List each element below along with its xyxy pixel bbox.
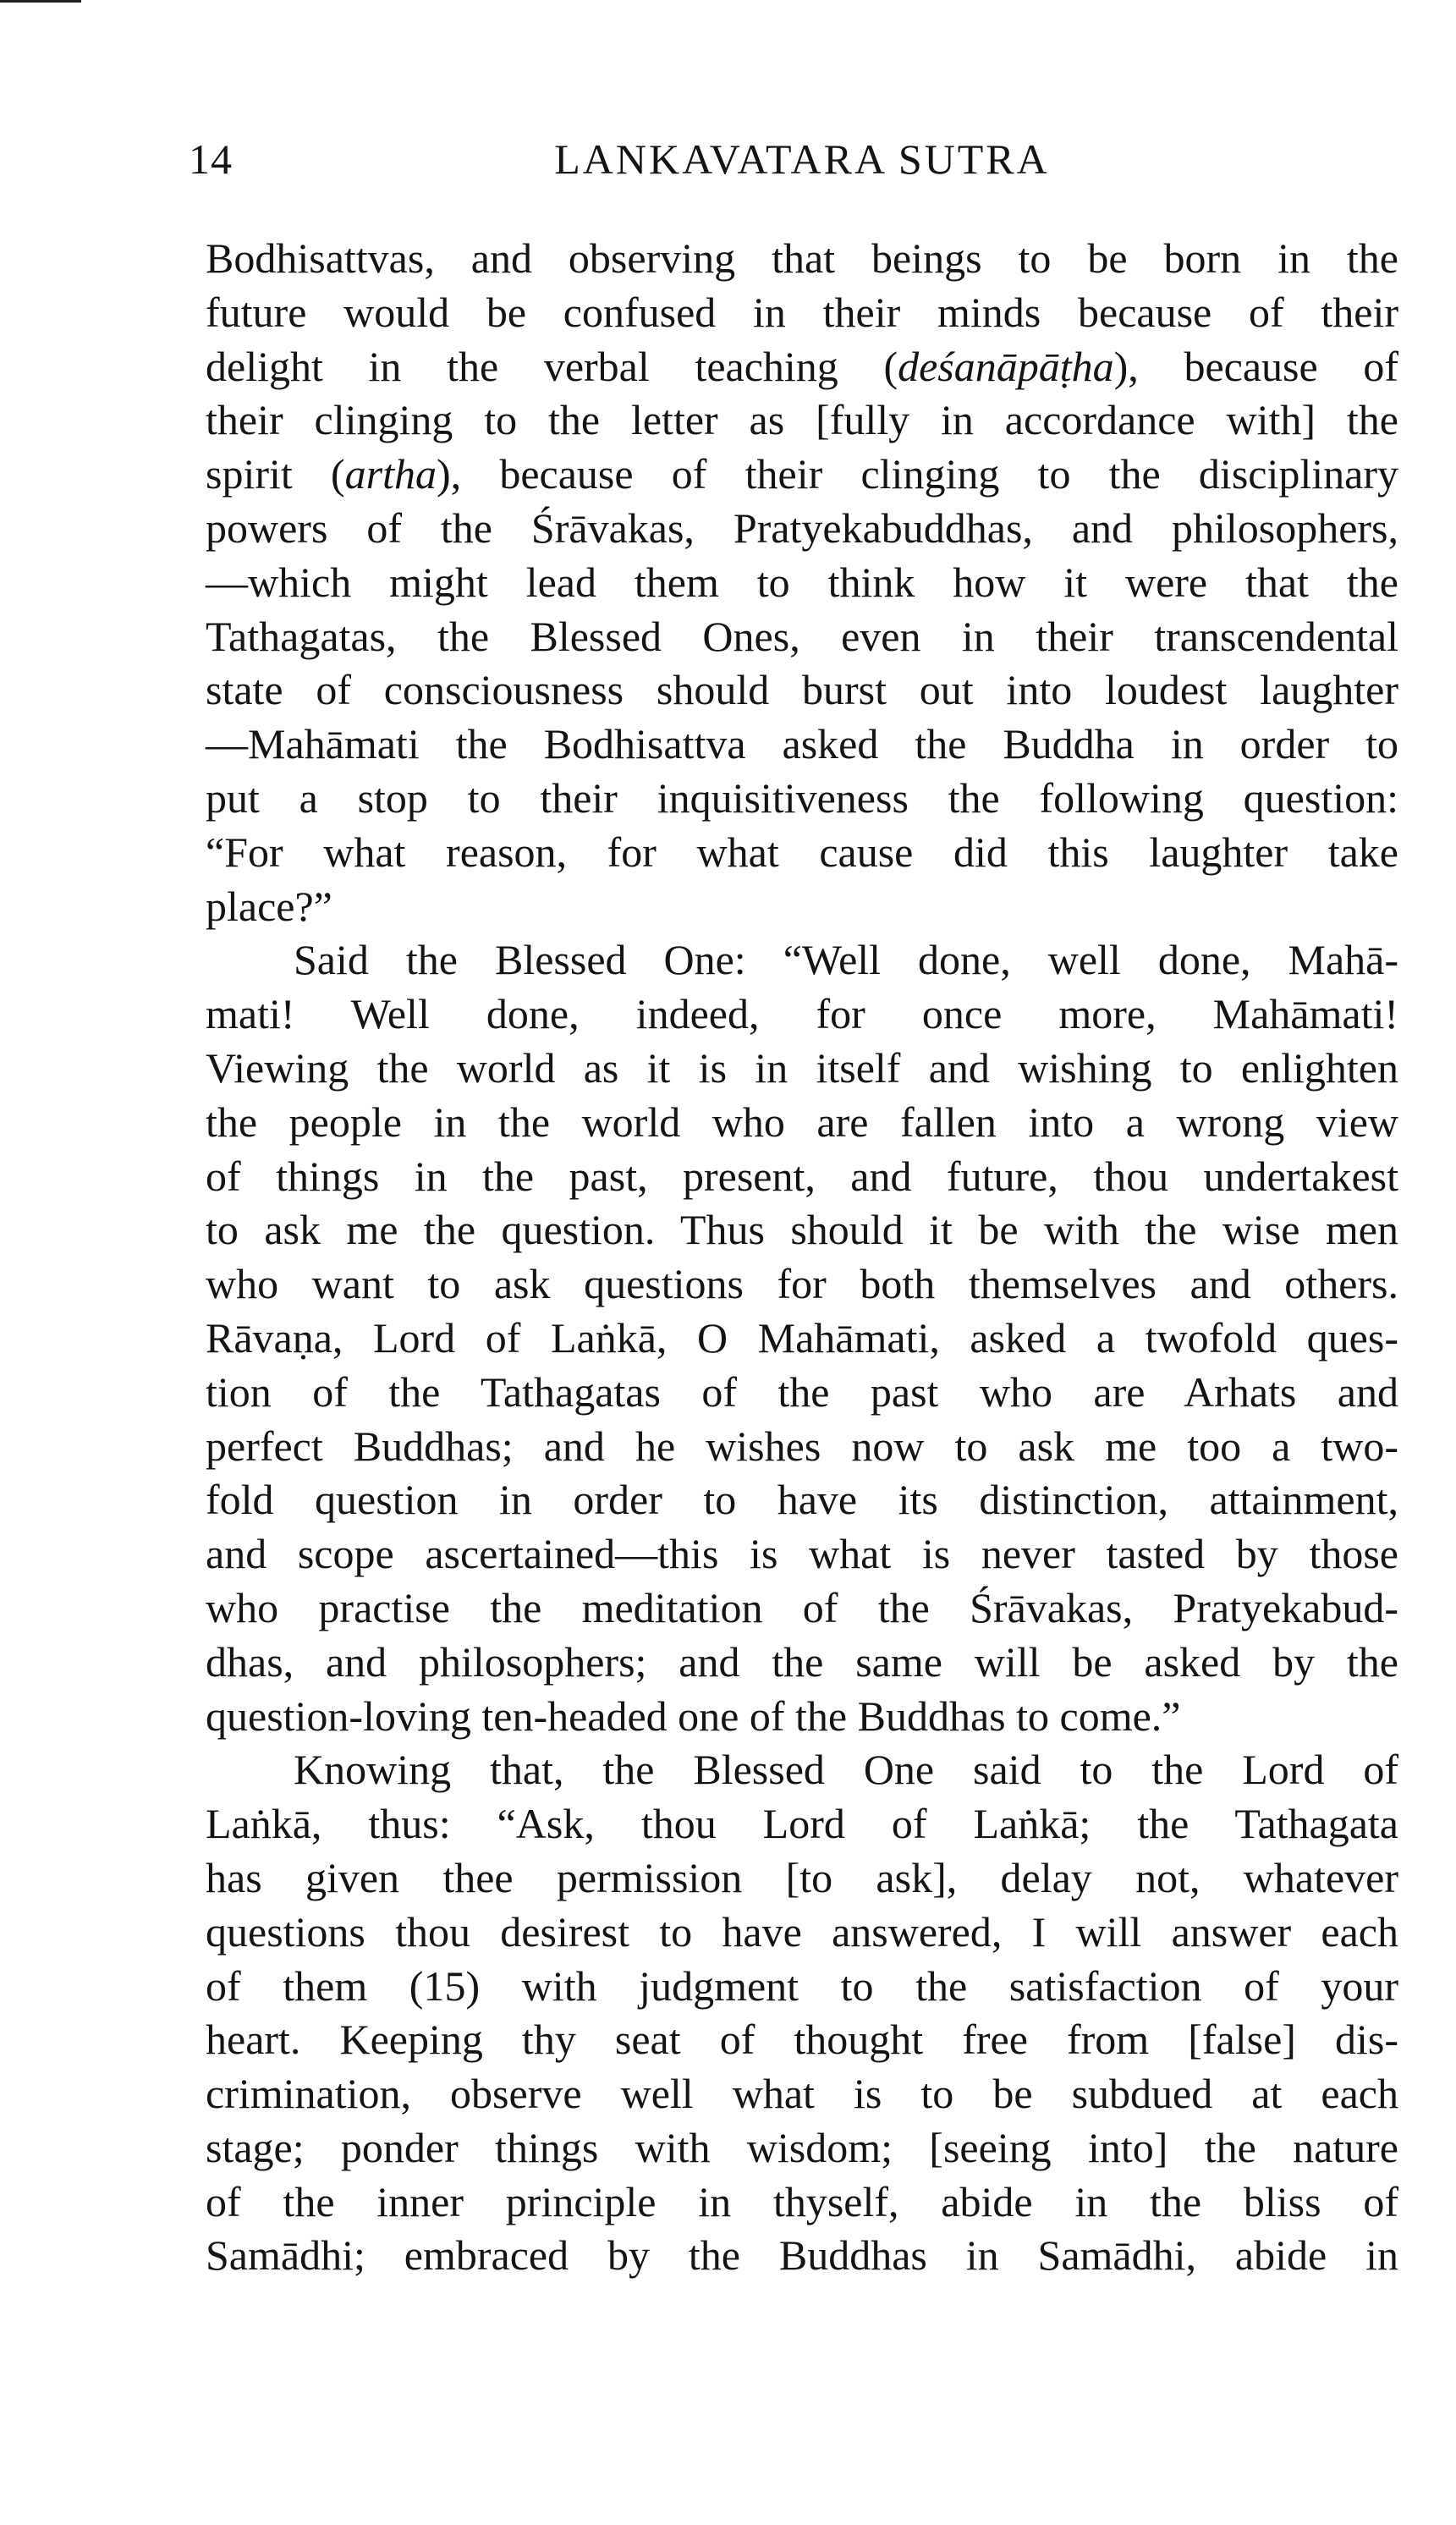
text-segment: state of consciousness should burst out into loudest laughter	[206, 666, 1398, 714]
text-line	[206, 1257, 1398, 1312]
text-segment: and scope ascertained—this is what is never tasted by those	[206, 1530, 1398, 1578]
text-line	[206, 232, 1398, 286]
text-segment: stage; ponder things with wisdom; [seeing into] the nature	[206, 2123, 1398, 2171]
text-line	[206, 987, 1398, 1042]
text-line	[206, 1150, 1398, 1204]
text-line	[206, 826, 1398, 880]
text-segment: Laṅkā, thus: “Ask, thou Lord of Laṅkā; the Tathagata	[206, 1800, 1398, 1848]
text-line	[206, 610, 1398, 664]
text-line	[206, 448, 1398, 502]
text-segment: dhas, and philosophers; and the same will be asked by the	[206, 1637, 1398, 1686]
text-line	[206, 718, 1398, 772]
text-line	[206, 1690, 1398, 1744]
text-line	[206, 880, 1398, 934]
text-segment: of things in the past, present, and future, thou undertakest	[206, 1152, 1398, 1200]
text-line	[206, 1473, 1398, 1527]
text-line	[206, 556, 1398, 610]
body-text	[206, 232, 1398, 2283]
text-line	[206, 933, 1398, 987]
text-segment: —Mahāmati the Bodhisattva asked the Buddha in order to	[206, 720, 1398, 768]
text-line	[206, 286, 1398, 340]
text-line	[206, 502, 1398, 556]
top-edge-rule	[0, 0, 81, 3]
text-segment: of them (15) with judgment to the satisfaction of your	[206, 1961, 1398, 2010]
book-page	[189, 125, 1399, 2283]
text-line	[206, 2176, 1398, 2230]
text-segment: mati! Well done, indeed, for once more, Mahāmati!	[206, 990, 1398, 1038]
text-line	[206, 1851, 1398, 1906]
text-line	[206, 1743, 1398, 1797]
text-segment: powers of the Śrāvakas, Pratyekabuddhas, and philosophers,	[206, 503, 1398, 552]
text-segment: place?”	[206, 882, 332, 930]
text-segment: Samādhi; embraced by the Buddhas in Samādhi, abide in	[206, 2231, 1398, 2280]
text-line	[206, 1906, 1398, 1960]
text-line	[206, 1420, 1398, 1474]
text-segment: heart. Keeping thy seat of thought free from [false] dis-	[206, 2016, 1398, 2064]
text-segment: tion of the Tathagatas of the past who are Arhats and	[206, 1367, 1398, 1416]
running-title: LANKAVATARA SUTRA	[554, 135, 1050, 183]
text-segment: questions thou desirest to have answered, I will answer each	[206, 1907, 1398, 1956]
text-line	[206, 1366, 1398, 1420]
text-segment: ), because of	[1113, 342, 1399, 390]
text-line	[206, 1527, 1398, 1582]
text-segment: their clinging to the letter as [fully in accordance with] the	[206, 396, 1398, 444]
text-segment: Bodhisattvas, and observing that beings to be born in the	[206, 234, 1398, 282]
text-segment: Said the Blessed One: “Well done, well done, Mahā-	[294, 936, 1398, 984]
text-line	[206, 1312, 1398, 1366]
text-segment: Knowing that, the Blessed One said to the Lord of	[294, 1746, 1398, 1794]
text-line	[206, 2013, 1398, 2067]
page-number: 14	[189, 135, 233, 183]
text-segment: perfect Buddhas; and he wishes now to ask me too a two-	[206, 1422, 1398, 1470]
text-line	[206, 1960, 1398, 2014]
text-segment: the people in the world who are fallen into a wrong view	[206, 1097, 1398, 1146]
text-line	[206, 2067, 1398, 2121]
text-segment: Tathagatas, the Blessed Ones, even in their transcendental	[206, 612, 1398, 660]
text-line	[206, 1042, 1398, 1096]
text-line	[206, 1096, 1398, 1150]
text-segment: has given thee permission [to ask], delay not, whatever	[206, 1853, 1398, 1901]
text-segment: who practise the meditation of the Śrāvakas, Pratyekabud-	[206, 1583, 1398, 1631]
text-line	[206, 772, 1398, 826]
text-segment: ), because of their clinging to the disciplinary	[437, 450, 1398, 498]
text-segment: Rāvaṇa, Lord of Laṅkā, O Mahāmati, asked a twofold ques-	[206, 1313, 1398, 1362]
text-segment: delight in the verbal teaching (	[206, 342, 898, 390]
text-segment: put a stop to their inquisitiveness the following question:	[206, 773, 1398, 822]
text-line	[206, 1636, 1398, 1690]
text-segment: to ask me the question. Thus should it be with the wise men	[206, 1206, 1398, 1254]
text-segment: crimination, observe well what is to be subdued at each	[206, 2070, 1398, 2118]
text-line	[206, 393, 1398, 448]
running-head	[189, 125, 1398, 193]
text-segment: “For what reason, for what cause did this laughter take	[206, 828, 1398, 876]
italic-term: artha	[344, 450, 437, 498]
text-line	[206, 2121, 1398, 2176]
text-line	[206, 663, 1398, 718]
text-line	[206, 1203, 1398, 1257]
text-segment: Viewing the world as it is in itself and wishing to enlighten	[206, 1043, 1398, 1092]
text-segment: fold question in order to have its distinction, attainment,	[206, 1476, 1398, 1524]
text-segment: question-loving ten-headed one of the Buddhas to come.”	[206, 1692, 1181, 1740]
text-segment: future would be confused in their minds because of their	[206, 288, 1398, 336]
text-line	[206, 1797, 1398, 1851]
text-line	[206, 1582, 1398, 1636]
text-line	[206, 340, 1398, 394]
text-segment: —which might lead them to think how it were that the	[206, 558, 1398, 606]
text-segment: of the inner principle in thyself, abide in the bliss of	[206, 2177, 1398, 2225]
italic-term: deśanāpāṭha	[898, 342, 1114, 390]
text-line	[206, 2229, 1398, 2283]
text-segment: spirit (	[206, 450, 345, 498]
text-segment: who want to ask questions for both themselves and others.	[206, 1260, 1398, 1308]
